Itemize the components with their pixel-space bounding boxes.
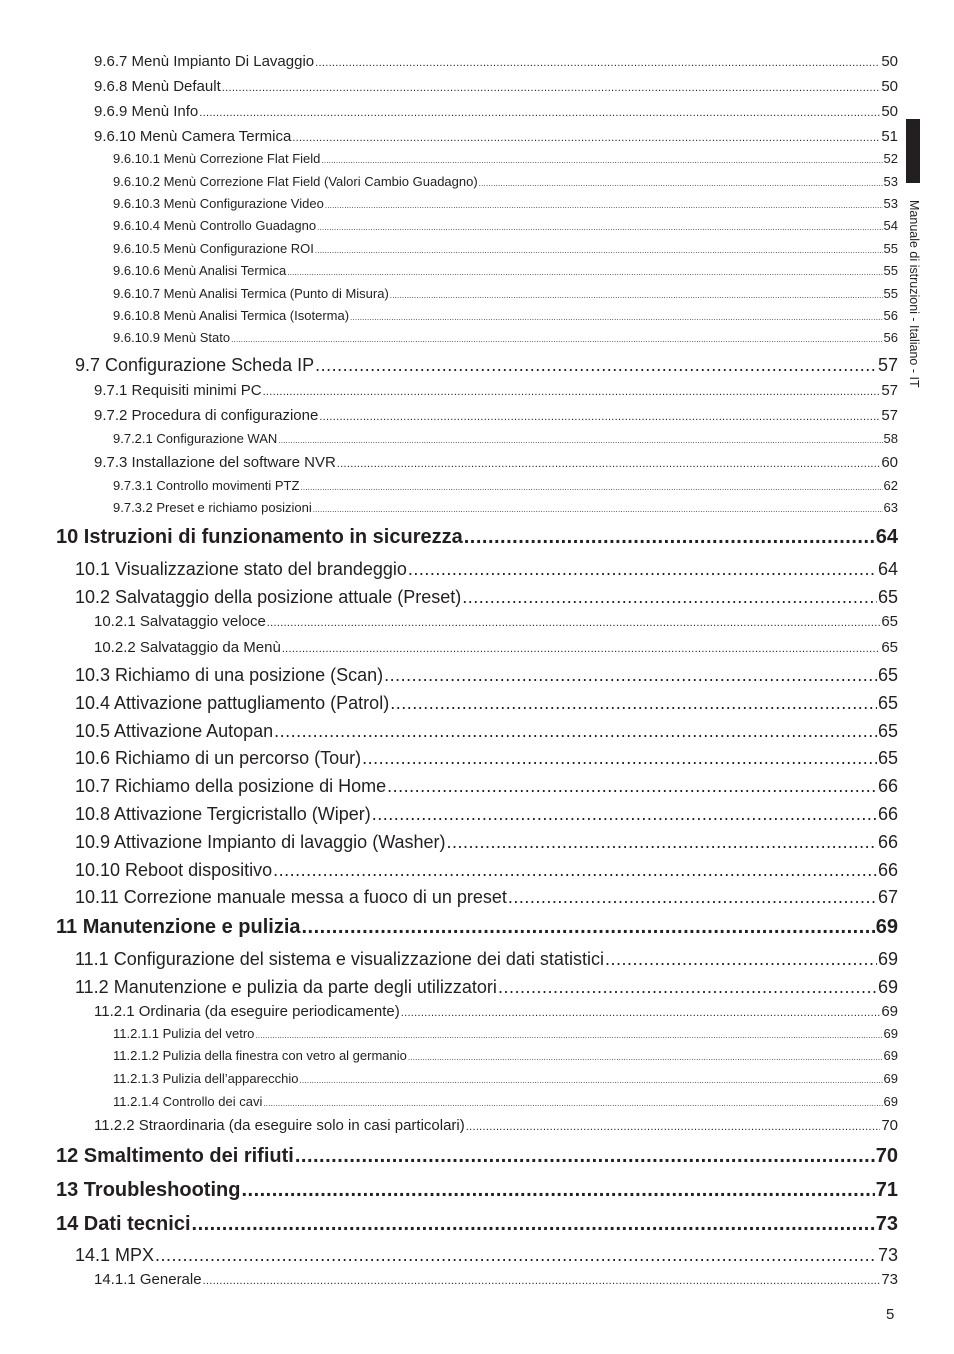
- toc-entry-page: 65: [877, 587, 898, 607]
- toc-entry-page: 69: [875, 916, 898, 938]
- toc-entry-page: 73: [877, 1245, 898, 1265]
- toc-entry-title: 10.3 Richiamo di una posizione (Scan): [75, 665, 384, 685]
- toc-entry-page: 57: [881, 382, 898, 399]
- toc-entry[interactable]: [75, 694, 898, 712]
- toc-entry[interactable]: [113, 264, 898, 277]
- toc-entry[interactable]: [94, 104, 898, 119]
- toc-entry[interactable]: [56, 1146, 898, 1166]
- toc-entry-title: 11.2.1.2 Pulizia della finestra con vetro al germanio: [113, 1048, 407, 1063]
- toc-entry-page: 52: [883, 151, 898, 166]
- toc-entry-page: 69: [883, 1094, 898, 1109]
- toc-entry[interactable]: [113, 175, 898, 188]
- toc-entry[interactable]: [113, 1027, 898, 1040]
- toc-entry-title: 9.6.10 Menù Camera Termica: [94, 128, 292, 145]
- toc-entry-title: 10.8 Attivazione Tergicristallo (Wiper): [75, 804, 371, 824]
- toc-entry[interactable]: [113, 152, 898, 165]
- toc-entry-page: 65: [881, 613, 898, 630]
- toc-entry-page: 73: [881, 1271, 898, 1288]
- toc-entry-page: 70: [875, 1145, 898, 1167]
- dot-leader: [390, 287, 883, 300]
- dot-leader: [464, 527, 875, 547]
- toc-entry[interactable]: [94, 79, 898, 94]
- toc-entry-title: 10.2.2 Salvataggio da Menù: [94, 639, 281, 656]
- toc-entry-page: 60: [881, 454, 898, 471]
- dot-leader: [267, 614, 881, 629]
- toc-entry-page: 53: [883, 196, 898, 211]
- dot-leader: [319, 408, 880, 423]
- toc-entry[interactable]: [113, 501, 898, 514]
- toc-entry-page: 66: [877, 860, 898, 880]
- dot-leader: [315, 356, 877, 374]
- dot-leader: [479, 175, 883, 188]
- toc-entry[interactable]: [94, 1272, 898, 1287]
- toc-entry[interactable]: [75, 749, 898, 767]
- toc-entry-page: 65: [881, 639, 898, 656]
- toc-entry-title: 9.6.10.9 Menù Stato: [113, 330, 231, 345]
- dot-leader: [372, 805, 877, 823]
- dot-leader: [287, 264, 882, 277]
- dot-leader: [605, 950, 877, 968]
- toc-entry-page: 70: [881, 1117, 898, 1134]
- toc-entry-page: 69: [877, 949, 898, 969]
- dot-leader: [315, 242, 883, 255]
- toc-entry[interactable]: [113, 287, 898, 300]
- toc-entry-title: 11.2.2 Straordinaria (da eseguire solo in casi particolari): [94, 1117, 465, 1134]
- toc-entry-title: 10.2 Salvataggio della posizione attuale (Preset): [75, 587, 462, 607]
- toc-entry-title: 9.6.10.7 Menù Analisi Termica (Punto di Misura): [113, 286, 389, 301]
- section-tab-marker: [906, 119, 920, 183]
- toc-entry[interactable]: [94, 455, 898, 470]
- toc-entry-title: 11.2.1.4 Controllo dei cavi: [113, 1094, 263, 1109]
- toc-entry[interactable]: [94, 1004, 898, 1019]
- dot-leader: [315, 54, 880, 69]
- dot-leader: [155, 1246, 877, 1264]
- toc-entry-page: 50: [881, 53, 898, 70]
- toc-entry-page: 69: [883, 1071, 898, 1086]
- toc-entry[interactable]: [75, 777, 898, 795]
- toc-entry-page: 65: [877, 693, 898, 713]
- toc-entry-title: 11 Manutenzione e pulizia: [56, 916, 301, 938]
- dot-leader: [241, 1180, 874, 1200]
- toc-entry-title: 9.6.10.6 Menù Analisi Termica: [113, 263, 287, 278]
- toc-entry[interactable]: [113, 219, 898, 232]
- toc-entry[interactable]: [56, 1180, 898, 1200]
- toc-entry-page: 66: [877, 832, 898, 852]
- toc-entry-page: 71: [875, 1179, 898, 1201]
- toc-entry-title: 10.2.1 Salvataggio veloce: [94, 613, 266, 630]
- toc-entry[interactable]: [75, 805, 898, 823]
- toc-entry-page: 66: [877, 776, 898, 796]
- toc-entry-title: 14 Dati tecnici: [56, 1213, 191, 1235]
- dot-leader: [362, 749, 877, 767]
- toc-entry[interactable]: [113, 479, 898, 492]
- dot-leader: [462, 588, 877, 606]
- toc-entry-page: 69: [883, 1048, 898, 1063]
- toc-entry[interactable]: [113, 309, 898, 322]
- toc-entry-page: 69: [877, 977, 898, 997]
- toc-entry-title: 10.4 Attivazione pattugliamento (Patrol): [75, 693, 390, 713]
- toc-entry-title: 9.7.3.1 Controllo movimenti PTZ: [113, 478, 300, 493]
- dot-leader: [273, 861, 877, 879]
- toc-entry-page: 65: [877, 748, 898, 768]
- dot-leader: [447, 833, 877, 851]
- toc-entry[interactable]: [56, 527, 898, 547]
- toc-entry-page: 56: [883, 330, 898, 345]
- toc-entry-title: 9.7 Configurazione Scheda IP: [75, 355, 315, 375]
- page-number: 5: [886, 1306, 895, 1323]
- toc-entry-page: 63: [883, 500, 898, 515]
- toc-entry-page: 69: [881, 1003, 898, 1020]
- toc-entry-title: 9.6.10.4 Menù Controllo Guadagno: [113, 218, 317, 233]
- toc-entry-page: 58: [883, 431, 898, 446]
- dot-leader: [408, 560, 877, 578]
- toc-entry-page: 64: [875, 526, 898, 548]
- toc-entry-page: 65: [877, 665, 898, 685]
- toc-entry[interactable]: [94, 640, 898, 655]
- toc-entry-title: 14.1.1 Generale: [94, 1271, 202, 1288]
- toc-entry[interactable]: [56, 1214, 898, 1234]
- toc-entry-title: 10.10 Reboot dispositivo: [75, 860, 273, 880]
- toc-entry-page: 57: [877, 355, 898, 375]
- dot-leader: [231, 331, 882, 344]
- toc-entry[interactable]: [75, 888, 898, 906]
- toc-entry-title: 10.9 Attivazione Impianto di lavaggio (Washer): [75, 832, 446, 852]
- toc-entry[interactable]: [113, 432, 898, 445]
- side-label: Manuale di istruzioni - Italiano - IT: [907, 200, 921, 388]
- toc-entry-title: 11.2 Manutenzione e pulizia da parte degli utilizzatori: [75, 977, 497, 997]
- dot-leader: [199, 104, 880, 119]
- toc-entry-title: 10.5 Attivazione Autopan: [75, 721, 274, 741]
- toc-entry-page: 50: [881, 78, 898, 95]
- dot-leader: [300, 479, 882, 492]
- toc-entry-title: 9.6.10.3 Menù Configurazione Video: [113, 196, 324, 211]
- toc-entry[interactable]: [94, 1118, 898, 1133]
- toc-entry[interactable]: [75, 560, 898, 578]
- toc-entry-title: 10.7 Richiamo della posizione di Home: [75, 776, 387, 796]
- dot-leader: [295, 1146, 875, 1166]
- toc-entry[interactable]: [113, 1049, 898, 1062]
- dot-leader: [263, 383, 881, 398]
- dot-leader: [282, 640, 881, 655]
- toc-entry-title: 11.2.1.1 Pulizia del vetro: [113, 1026, 255, 1041]
- dot-leader: [350, 309, 883, 322]
- dot-leader: [390, 694, 877, 712]
- toc-entry-title: 9.6.10.5 Menù Configurazione ROI: [113, 241, 314, 256]
- toc-entry-page: 65: [877, 721, 898, 741]
- toc-entry-page: 66: [877, 804, 898, 824]
- toc-entry-title: 11.2.1.3 Pulizia dell’apparecchio: [113, 1071, 299, 1086]
- toc-entry[interactable]: [94, 408, 898, 423]
- toc-entry-page: 53: [883, 174, 898, 189]
- toc-entry-title: 9.7.2 Procedura di configurazione: [94, 407, 319, 424]
- toc-entry[interactable]: [94, 54, 898, 69]
- toc-entry[interactable]: [113, 197, 898, 210]
- dot-leader: [321, 152, 882, 165]
- toc-entry-title: 12 Smaltimento dei rifiuti: [56, 1145, 294, 1167]
- toc-entry-page: 69: [883, 1026, 898, 1041]
- toc-entry-page: 50: [881, 103, 898, 120]
- toc-entry-title: 9.6.10.2 Menù Correzione Flat Field (Valori Cambio Guadagno): [113, 174, 478, 189]
- toc-entry-title: 9.6.8 Menù Default: [94, 78, 221, 95]
- dot-leader: [278, 432, 882, 445]
- toc-entry-page: 54: [883, 218, 898, 233]
- dot-leader: [508, 888, 877, 906]
- dot-leader: [498, 978, 877, 996]
- toc-entry-title: 11.1 Configurazione del sistema e visualizzazione dei dati statistici: [75, 949, 604, 969]
- toc-entry-page: 62: [883, 478, 898, 493]
- toc-entry-title: 10 Istruzioni di funzionamento in sicurezza: [56, 526, 463, 548]
- toc-entry-title: 9.6.10.8 Menù Analisi Termica (Isoterma): [113, 308, 350, 323]
- toc-entry[interactable]: [94, 614, 898, 629]
- toc-entry[interactable]: [56, 917, 898, 937]
- toc-entry-title: 14.1 MPX: [75, 1245, 155, 1265]
- toc-entry[interactable]: [75, 356, 898, 374]
- toc-entry-title: 9.6.10.1 Menù Correzione Flat Field: [113, 151, 321, 166]
- dot-leader: [337, 455, 881, 470]
- toc-entry[interactable]: [113, 331, 898, 344]
- dot-leader: [317, 219, 882, 232]
- dot-leader: [401, 1004, 881, 1019]
- dot-leader: [263, 1095, 882, 1108]
- toc-entry[interactable]: [75, 978, 898, 996]
- toc-entry-title: 9.7.2.1 Configurazione WAN: [113, 431, 278, 446]
- toc-entry-page: 55: [883, 263, 898, 278]
- dot-leader: [203, 1272, 881, 1287]
- toc-entry-page: 56: [883, 308, 898, 323]
- toc-entry-title: 10.6 Richiamo di un percorso (Tour): [75, 748, 362, 768]
- toc-entry[interactable]: [75, 722, 898, 740]
- toc-entry-title: 9.7.3.2 Preset e richiamo posizioni: [113, 500, 312, 515]
- toc-entry-title: 10.11 Correzione manuale messa a fuoco di un preset: [75, 887, 507, 907]
- toc-entry[interactable]: [75, 861, 898, 879]
- toc-entry[interactable]: [75, 833, 898, 851]
- toc-entry[interactable]: [113, 1095, 898, 1108]
- toc-entry-title: 13 Troubleshooting: [56, 1179, 241, 1201]
- dot-leader: [387, 777, 877, 795]
- dot-leader: [313, 501, 883, 514]
- toc-entry[interactable]: [75, 1246, 898, 1264]
- dot-leader: [222, 79, 881, 94]
- toc-entry[interactable]: [75, 588, 898, 606]
- dot-leader: [255, 1027, 882, 1040]
- dot-leader: [300, 1072, 883, 1085]
- dot-leader: [302, 917, 875, 937]
- toc-entry-title: 9.7.3 Installazione del software NVR: [94, 454, 336, 471]
- toc-entry[interactable]: [75, 950, 898, 968]
- toc-entry-page: 57: [881, 407, 898, 424]
- toc-entry[interactable]: [75, 666, 898, 684]
- toc-entry[interactable]: [94, 129, 898, 144]
- toc-entry-page: 73: [875, 1213, 898, 1235]
- dot-leader: [408, 1049, 883, 1062]
- toc-entry[interactable]: [94, 383, 898, 398]
- dot-leader: [274, 722, 877, 740]
- dot-leader: [325, 197, 883, 210]
- toc-entry-title: 9.6.7 Menù Impianto Di Lavaggio: [94, 53, 315, 70]
- toc-entry[interactable]: [113, 242, 898, 255]
- toc-entry-page: 55: [883, 286, 898, 301]
- dot-leader: [292, 129, 880, 144]
- toc-entry-page: 55: [883, 241, 898, 256]
- toc-entry-title: 11.2.1 Ordinaria (da eseguire periodicamente): [94, 1003, 400, 1020]
- dot-leader: [466, 1118, 881, 1133]
- toc-entry-title: 10.1 Visualizzazione stato del brandeggio: [75, 559, 407, 579]
- toc-entry-page: 67: [877, 887, 898, 907]
- toc-entry[interactable]: [113, 1072, 898, 1085]
- toc-entry-page: 51: [881, 128, 898, 145]
- toc-entry-title: 9.7.1 Requisiti minimi PC: [94, 382, 262, 399]
- dot-leader: [192, 1214, 875, 1234]
- toc-entry-title: 9.6.9 Menù Info: [94, 103, 199, 120]
- toc-entry-page: 64: [877, 559, 898, 579]
- dot-leader: [384, 666, 877, 684]
